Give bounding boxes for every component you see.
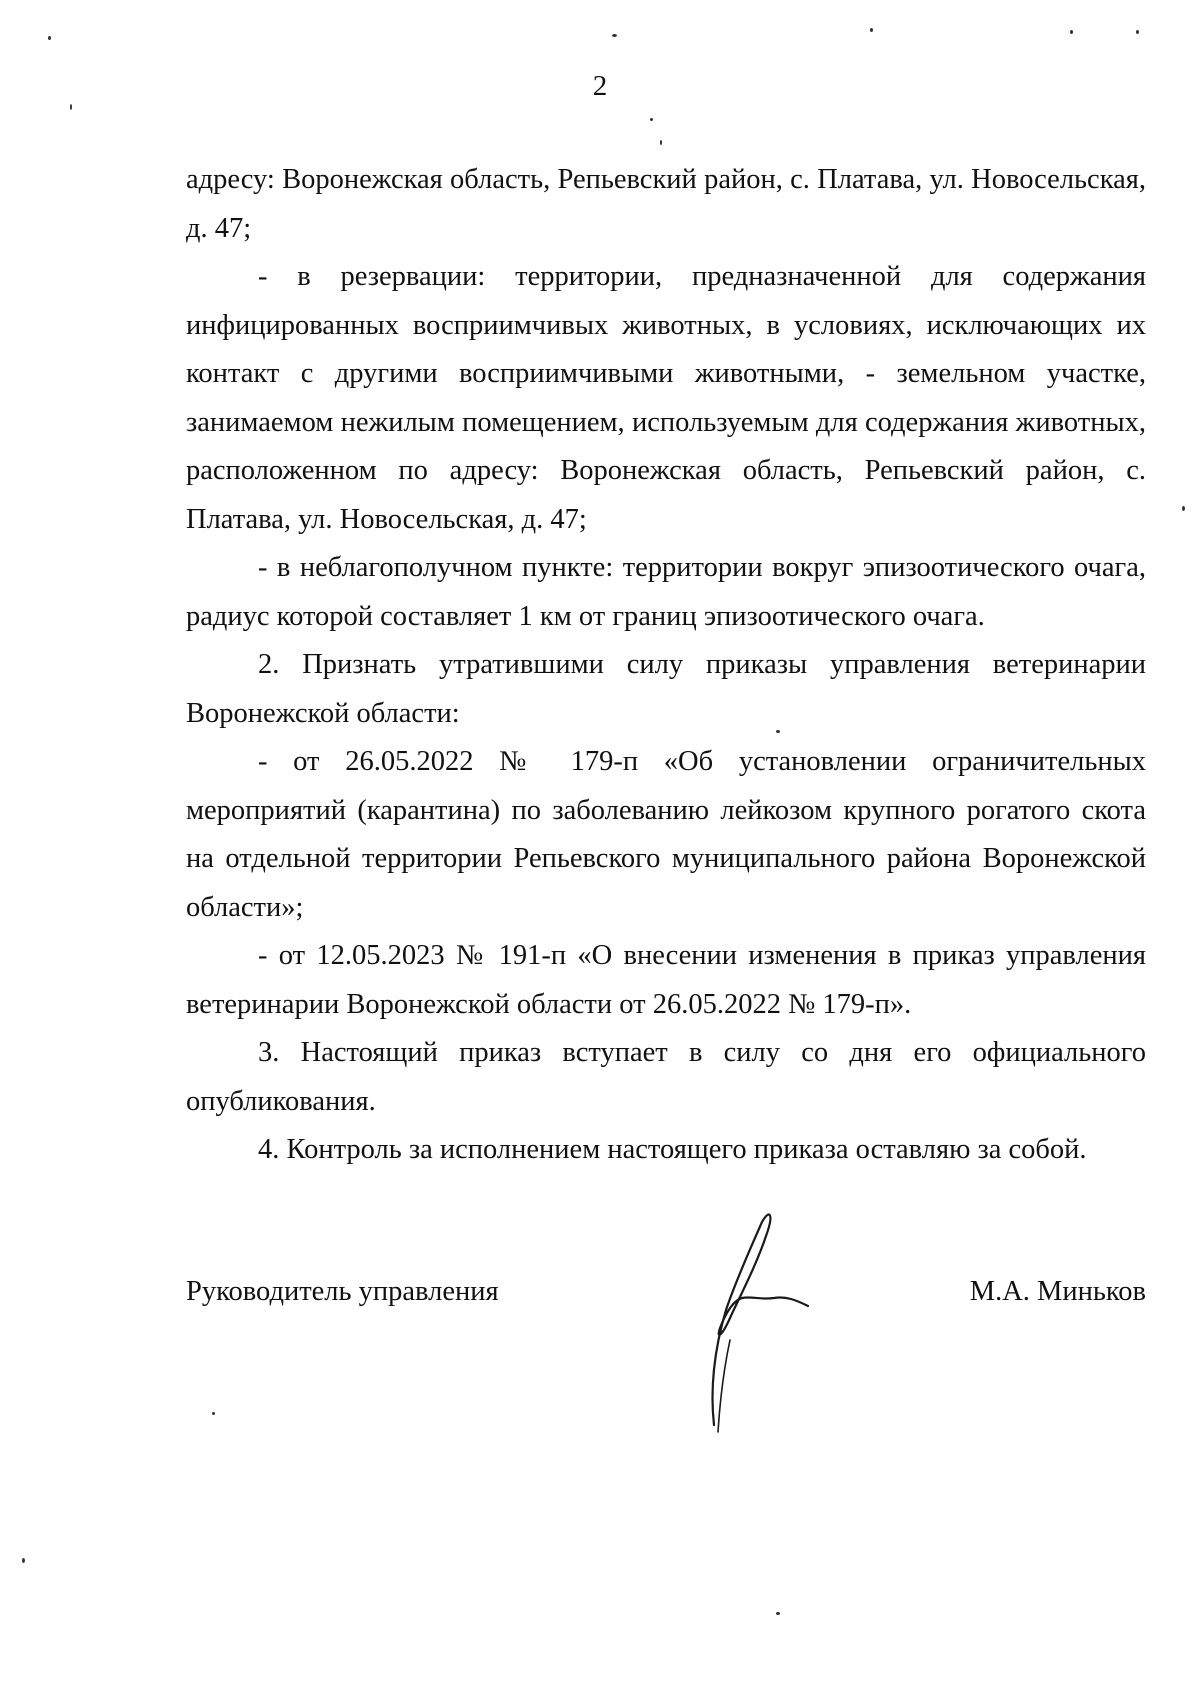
paragraph-item-4: 4. Контроль за исполнением настоящего приказа оставляю за собой. [258, 1134, 1087, 1165]
paragraph-item-2: 2. Признать утратившими силу приказы управления ветеринарии Воронежской области: [186, 649, 1146, 729]
signature-block [186, 1268, 1146, 1316]
signatory-name: М.А. Миньков [969, 1276, 1146, 1307]
scan-speck [1136, 30, 1139, 34]
scan-speck [48, 36, 51, 40]
paragraph-order-179: - от 26.05.2022 № 179-п «Об установлении ограничительных мероприятий (карантина) по заболеванию лейкозом крупного рогатого скота на отдельной территории Репьевского муниципального района Воронежской области»; [186, 746, 1146, 923]
scan-speck [70, 104, 72, 110]
scan-speck [776, 1612, 780, 1615]
paragraph-address-continuation: адресу: Воронежская область, Репьевский район, с. Платава, ул. Новосельская, д. 47; [186, 164, 1146, 244]
paragraph-reservation: - в резервации: территории, предназначенной для содержания инфицированных восприимчивых животных, в условиях, исключающих их контакт с другими восприимчивыми животными, - земельном участке, занимаемом нежилым помещением, используемым для содержания животных, расположенном по адресу: Воронежская область, Репьевский район, с. Платава, ул. Новосельская, д. 47; [186, 261, 1146, 535]
scan-speck [660, 140, 662, 145]
scan-speck [776, 730, 780, 733]
document-body [186, 156, 1146, 1175]
signatory-position: Руководитель управления [186, 1276, 499, 1307]
scan-speck [22, 1558, 25, 1563]
paragraph-order-191: - от 12.05.2023 № 191-п «О внесении изменения в приказ управления ветеринарии Воронежской области от 26.05.2022 № 179-п». [186, 940, 1146, 1020]
paragraph-unsafe-point: - в неблагополучном пункте: территории вокруг эпизоотического очага, радиус которой составляет 1 км от границ эпизоотического очага. [186, 552, 1146, 632]
scan-speck [212, 1412, 215, 1415]
paragraph-item-3: 3. Настоящий приказ вступает в силу со дня его официального опубликования. [186, 1037, 1146, 1117]
scan-speck [650, 118, 653, 121]
scan-speck [870, 28, 873, 32]
scan-speck [1070, 30, 1073, 34]
scan-speck [612, 34, 617, 37]
handwritten-signature [700, 1200, 820, 1440]
page-number: 2 [592, 70, 608, 102]
scan-speck [1182, 506, 1185, 511]
